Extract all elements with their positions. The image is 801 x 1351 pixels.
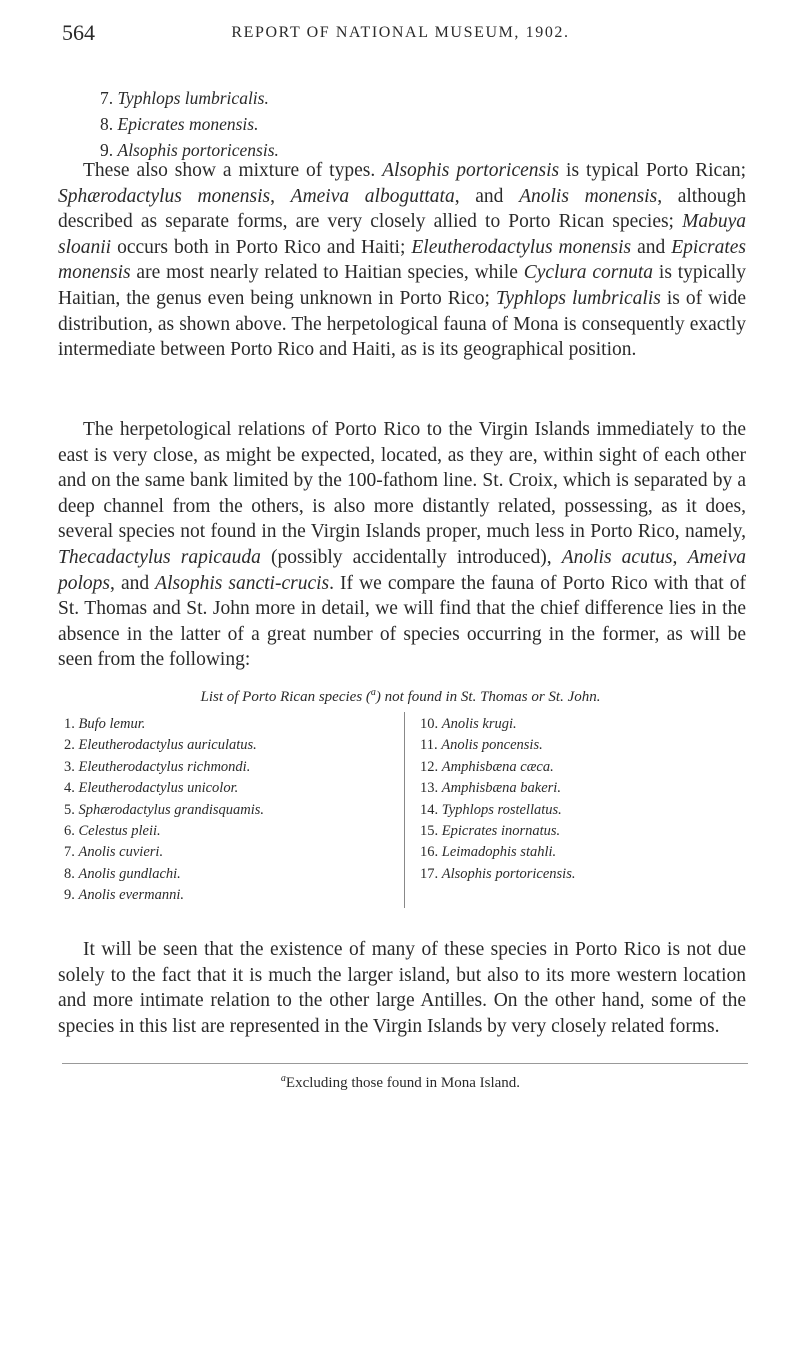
species-name: Eleutherodactylus monensis	[411, 236, 632, 258]
species-name: Thecadactylus rapicauda	[58, 546, 261, 568]
text-run: These also show a mixture of types.	[83, 160, 383, 181]
page-number: 564	[62, 20, 95, 45]
text-run: is of wide distribution, as shown above. The herpetological fauna of Mona is consequently exactly intermediate between Porto Rico and Haiti, as is its geographical position.	[58, 287, 747, 361]
list-item: 14. Typhlops rostellatus.	[420, 801, 562, 818]
list-item: 6. Celestus pleii.	[64, 823, 161, 840]
text-run: is typical Porto Rican;	[559, 160, 747, 181]
species-name: Cyclura cornuta	[523, 262, 654, 284]
species-name: Anolis monensis	[519, 185, 658, 207]
species-name: Alsophis sancti-crucis	[155, 572, 330, 594]
text-run: , although described as separate forms, are very closely allied to Porto Rican species;	[58, 185, 746, 233]
list-item: 4. Eleutherodactylus unicolor.	[64, 780, 239, 797]
text-run: is typically Haitian, the genus even being unknown in Porto Rico;	[58, 262, 746, 309]
paragraph-conclusion: It will be seen that the existence of many of these species in Porto Rico is not due solely to the fact that it is much the larger island, but also to its more western location and more intimate relation to the other large Antilles. On the other hand, some of the species in this list are represented in the Virgin Islands by very closely related forms.	[58, 939, 746, 1037]
text-run: The herpetological relations of Porto Rico to the Virgin Islands immediately to the east is very close, as might be expected, located, as they are, within sight of each other and on the same bank limited by the 100-fathom line. St. Croix, which is separated by a deep channel from the others, is also more distantly related, possessing, as it does, several species not found in the Virgin Islands proper, much less in Porto Rico, namely,	[58, 419, 746, 543]
list-item: 11. Anolis poncensis.	[420, 737, 543, 754]
text-run: , and	[110, 572, 156, 594]
paragraph-mona-fauna	[58, 158, 746, 363]
list-item: 2. Eleutherodactylus auriculatus.	[64, 737, 257, 754]
species-name: Alsophis portoricensis	[382, 160, 560, 181]
list-item: 3. Eleutherodactylus richmondi.	[64, 758, 251, 775]
species-name: Ameiva alboguttata	[290, 185, 455, 207]
list-item: 9. Anolis evermanni.	[64, 887, 185, 904]
list-item: 8. Epicrates monensis.	[100, 114, 259, 134]
list-item: 5. Sphærodactylus grandisquamis.	[64, 801, 265, 818]
list-item: 10. Anolis krugi.	[420, 716, 517, 732]
text-run: ,	[270, 185, 291, 207]
species-name: Typhlops lumbricalis	[495, 287, 661, 309]
species-name: Mabuya sloanii	[58, 211, 746, 258]
text-run: , and	[454, 185, 520, 207]
text-run: ,	[672, 546, 688, 568]
column-divider	[404, 712, 405, 908]
list-item: 16. Leimadophis stahli.	[420, 844, 557, 861]
list-item: 12. Amphisbæna cæca.	[420, 758, 554, 775]
species-name: Sphærodactylus monensis	[58, 185, 271, 207]
list-item: 7. Typhlops lumbricalis.	[100, 88, 269, 108]
list-item: 7. Anolis cuvieri.	[64, 844, 164, 861]
footnote-rule	[62, 1063, 748, 1064]
species-list-right-column	[420, 714, 575, 885]
list-item: 17. Alsophis portoricensis.	[420, 865, 576, 882]
text-run: (possibly accidentally introduced),	[260, 546, 562, 568]
species-name: Epicrates monensis	[58, 236, 746, 284]
list-item: 9. Alsophis portoricensis.	[100, 140, 279, 160]
species-name: Ameiva polops	[58, 546, 746, 594]
paragraph-virgin-islands	[58, 417, 746, 673]
species-list-left-column	[64, 714, 264, 907]
text-run: occurs both in Porto Rico and Haiti;	[111, 236, 412, 258]
species-list-title: List of Porto Rican species ($^a$) not found in St. Thomas or St. John.	[200, 687, 601, 705]
text-run: and	[631, 236, 672, 258]
text-run: . If we compare the fauna of Porto Rico with that of St. Thomas and St. John more in detail, we will find that the chief difference lies in the absence in the latter of a great number of species occurring in the former, as will be seen from the following:	[58, 572, 746, 671]
species-name: Anolis acutus	[561, 546, 673, 568]
footnote: $^a$Excluding those found in Mona Island.	[280, 1073, 521, 1091]
top-species-list	[100, 85, 279, 163]
list-item: 15. Epicrates inornatus.	[420, 823, 561, 840]
list-item: 1. Bufo lemur.	[64, 716, 146, 732]
text-run: are most nearly related to Haitian species, while	[130, 262, 524, 284]
list-item: 8. Anolis gundlachi.	[64, 865, 181, 882]
page-header	[0, 20, 801, 50]
running-head: REPORT OF NATIONAL MUSEUM, 1902.	[231, 24, 570, 41]
list-item: 13. Amphisbæna bakeri.	[420, 780, 561, 797]
